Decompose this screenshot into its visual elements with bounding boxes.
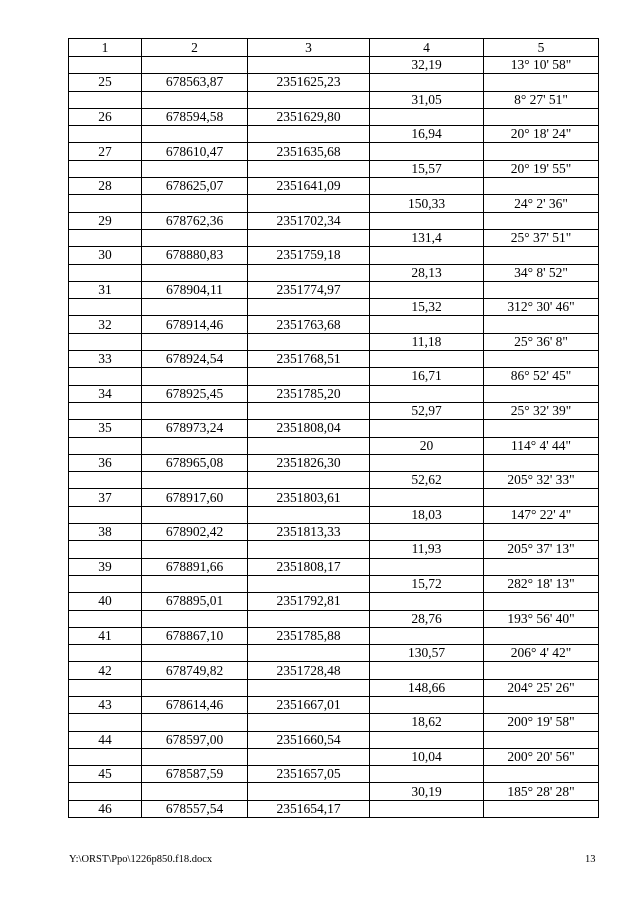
table-row	[69, 558, 599, 575]
table-cell: 204° 25' 26"	[484, 679, 599, 696]
table-cell	[248, 783, 370, 800]
table-cell: 34° 8' 52"	[484, 264, 599, 281]
table-cell	[248, 402, 370, 419]
table-row	[69, 541, 599, 558]
table-cell	[142, 229, 248, 246]
table-cell	[484, 524, 599, 541]
table-row	[69, 212, 599, 229]
table-row	[69, 126, 599, 143]
table-cell	[69, 714, 142, 731]
table-cell	[370, 178, 484, 195]
table-cell: 200° 20' 56"	[484, 748, 599, 765]
table-cell	[142, 126, 248, 143]
table-cell: 35	[69, 420, 142, 437]
table-cell	[69, 195, 142, 212]
table-cell: 2351785,88	[248, 627, 370, 644]
table-row	[69, 368, 599, 385]
table-row	[69, 748, 599, 765]
table-row	[69, 627, 599, 644]
table-cell	[484, 696, 599, 713]
table-cell: 2351641,09	[248, 178, 370, 195]
table-cell	[370, 108, 484, 125]
table-cell	[484, 766, 599, 783]
table-row	[69, 506, 599, 523]
table-cell	[370, 558, 484, 575]
table-cell	[370, 800, 484, 817]
table-cell	[484, 316, 599, 333]
table-cell	[484, 247, 599, 264]
table-cell: 16,94	[370, 126, 484, 143]
table-cell: 2351728,48	[248, 662, 370, 679]
table-cell: 15,57	[370, 160, 484, 177]
table-cell: 312° 30' 46"	[484, 299, 599, 316]
table-cell: 678904,11	[142, 281, 248, 298]
table-cell: 678867,10	[142, 627, 248, 644]
table-cell	[370, 696, 484, 713]
table-cell	[248, 610, 370, 627]
table-cell: 25	[69, 74, 142, 91]
table-cell: 25° 36' 8"	[484, 333, 599, 350]
table-row	[69, 575, 599, 592]
table-cell: 206° 4' 42"	[484, 645, 599, 662]
table-cell	[248, 541, 370, 558]
table-cell: 147° 22' 4"	[484, 506, 599, 523]
table-row	[69, 264, 599, 281]
table-cell	[370, 281, 484, 298]
table-cell: 2351625,23	[248, 74, 370, 91]
table-cell	[484, 351, 599, 368]
table-cell	[142, 299, 248, 316]
table-cell	[142, 506, 248, 523]
table-cell: 2351785,20	[248, 385, 370, 402]
table-row	[69, 645, 599, 662]
table-cell: 32	[69, 316, 142, 333]
table-cell	[142, 437, 248, 454]
table-cell: 130,57	[370, 645, 484, 662]
table-cell: 27	[69, 143, 142, 160]
table-cell	[248, 748, 370, 765]
table-cell	[69, 437, 142, 454]
table-cell: 678924,54	[142, 351, 248, 368]
table-cell	[484, 74, 599, 91]
table-cell	[248, 645, 370, 662]
table-cell	[484, 281, 599, 298]
table-cell	[370, 593, 484, 610]
table-cell: 25° 32' 39"	[484, 402, 599, 419]
table-cell: 10,04	[370, 748, 484, 765]
table-cell: 13° 10' 58"	[484, 57, 599, 74]
table-cell: 11,93	[370, 541, 484, 558]
table-cell	[484, 593, 599, 610]
table-cell: 46	[69, 800, 142, 817]
table-cell: 42	[69, 662, 142, 679]
column-header: 5	[484, 39, 599, 57]
table-cell: 26	[69, 108, 142, 125]
table-cell: 29	[69, 212, 142, 229]
table-row	[69, 593, 599, 610]
table-cell	[370, 143, 484, 160]
table-row	[69, 420, 599, 437]
table-cell	[69, 679, 142, 696]
table-cell: 2351660,54	[248, 731, 370, 748]
table-cell: 18,03	[370, 506, 484, 523]
table-row	[69, 195, 599, 212]
table-row	[69, 385, 599, 402]
table-cell: 678902,42	[142, 524, 248, 541]
table-row	[69, 489, 599, 506]
table-cell	[69, 160, 142, 177]
table-row	[69, 696, 599, 713]
table-cell: 28,13	[370, 264, 484, 281]
table-cell	[248, 91, 370, 108]
table-cell: 2351667,01	[248, 696, 370, 713]
table-cell: 30,19	[370, 783, 484, 800]
table-cell	[142, 714, 248, 731]
table-row	[69, 524, 599, 541]
table-cell	[142, 575, 248, 592]
table-cell: 678597,00	[142, 731, 248, 748]
table-cell: 205° 37' 13"	[484, 541, 599, 558]
table-cell	[484, 143, 599, 160]
table-cell: 193° 56' 40"	[484, 610, 599, 627]
table-cell	[248, 333, 370, 350]
table-cell	[69, 368, 142, 385]
table-cell: 678891,66	[142, 558, 248, 575]
table-cell: 2351763,68	[248, 316, 370, 333]
table-cell	[484, 731, 599, 748]
page-number: 13	[585, 854, 596, 865]
table-cell	[142, 472, 248, 489]
table-cell	[484, 385, 599, 402]
table-cell	[484, 178, 599, 195]
table-cell: 44	[69, 731, 142, 748]
table-cell: 2351702,34	[248, 212, 370, 229]
table-cell: 131,4	[370, 229, 484, 246]
table-row	[69, 783, 599, 800]
table-cell	[248, 506, 370, 523]
table-cell	[142, 645, 248, 662]
table-cell: 678917,60	[142, 489, 248, 506]
table-cell	[248, 472, 370, 489]
table-cell	[69, 472, 142, 489]
table-cell: 32,19	[370, 57, 484, 74]
table-cell: 36	[69, 454, 142, 471]
table-cell: 37	[69, 489, 142, 506]
table-cell: 31,05	[370, 91, 484, 108]
table-cell: 282° 18' 13"	[484, 575, 599, 592]
table-cell: 31	[69, 281, 142, 298]
table-cell	[69, 57, 142, 74]
table-cell	[484, 800, 599, 817]
table-cell	[142, 160, 248, 177]
table-cell: 678625,07	[142, 178, 248, 195]
table-cell	[370, 489, 484, 506]
table-cell: 28,76	[370, 610, 484, 627]
table-cell	[69, 506, 142, 523]
table-cell: 2351792,81	[248, 593, 370, 610]
table-cell: 45	[69, 766, 142, 783]
table-row	[69, 316, 599, 333]
table-cell: 678965,08	[142, 454, 248, 471]
table-row	[69, 437, 599, 454]
table-cell	[142, 748, 248, 765]
column-header: 2	[142, 39, 248, 57]
table-cell: 38	[69, 524, 142, 541]
table-header-row	[69, 39, 599, 57]
table-cell	[69, 126, 142, 143]
table-cell	[484, 662, 599, 679]
table-row	[69, 247, 599, 264]
table-cell	[248, 195, 370, 212]
table-cell: 2351635,68	[248, 143, 370, 160]
table-cell	[484, 454, 599, 471]
table-cell: 43	[69, 696, 142, 713]
table-cell: 40	[69, 593, 142, 610]
table-cell	[142, 264, 248, 281]
table-cell: 205° 32' 33"	[484, 472, 599, 489]
table-cell	[248, 299, 370, 316]
table-cell: 41	[69, 627, 142, 644]
table-row	[69, 731, 599, 748]
table-cell	[370, 454, 484, 471]
table-cell: 114° 4' 44"	[484, 437, 599, 454]
table-row	[69, 610, 599, 627]
table-cell: 2351759,18	[248, 247, 370, 264]
table-cell	[248, 264, 370, 281]
table-cell: 678614,46	[142, 696, 248, 713]
table-cell: 678563,87	[142, 74, 248, 91]
table-cell	[69, 333, 142, 350]
table-row	[69, 679, 599, 696]
table-cell	[484, 108, 599, 125]
table-cell: 2351654,17	[248, 800, 370, 817]
table-cell: 678880,83	[142, 247, 248, 264]
table-row	[69, 160, 599, 177]
column-header: 4	[370, 39, 484, 57]
coordinates-table	[68, 38, 599, 818]
table-cell	[69, 610, 142, 627]
table-cell	[69, 748, 142, 765]
table-row	[69, 333, 599, 350]
table-cell	[69, 783, 142, 800]
table-cell: 150,33	[370, 195, 484, 212]
table-cell: 20	[370, 437, 484, 454]
table-cell: 24° 2' 36"	[484, 195, 599, 212]
table-cell	[484, 212, 599, 229]
column-header: 1	[69, 39, 142, 57]
table-cell	[370, 74, 484, 91]
table-cell: 34	[69, 385, 142, 402]
table-cell	[142, 610, 248, 627]
table-cell	[142, 57, 248, 74]
table-cell	[248, 368, 370, 385]
table-cell	[248, 160, 370, 177]
table-cell: 2351657,05	[248, 766, 370, 783]
table-cell: 33	[69, 351, 142, 368]
table-cell	[370, 212, 484, 229]
table-cell: 20° 19' 55"	[484, 160, 599, 177]
table-row	[69, 57, 599, 74]
table-row	[69, 143, 599, 160]
table-cell: 678594,58	[142, 108, 248, 125]
table-cell	[69, 575, 142, 592]
table-cell: 16,71	[370, 368, 484, 385]
table-row	[69, 472, 599, 489]
table-cell: 2351768,51	[248, 351, 370, 368]
table-cell	[142, 541, 248, 558]
footer-file-path: Y:\ORST\Ppo\1226p850.f18.docx	[69, 854, 213, 865]
table-row	[69, 351, 599, 368]
table-cell: 11,18	[370, 333, 484, 350]
table-cell	[142, 368, 248, 385]
table-cell	[248, 437, 370, 454]
table-cell	[142, 679, 248, 696]
table-cell: 86° 52' 45"	[484, 368, 599, 385]
table-cell: 39	[69, 558, 142, 575]
table-cell	[248, 575, 370, 592]
table-cell: 678749,82	[142, 662, 248, 679]
table-cell: 200° 19' 58"	[484, 714, 599, 731]
table-row	[69, 402, 599, 419]
table-cell	[370, 731, 484, 748]
table-row	[69, 454, 599, 471]
table-cell	[248, 229, 370, 246]
table-cell	[248, 679, 370, 696]
table-cell: 2351803,61	[248, 489, 370, 506]
table-cell: 15,32	[370, 299, 484, 316]
table-cell: 25° 37' 51"	[484, 229, 599, 246]
table-cell	[370, 351, 484, 368]
table-cell: 2351826,30	[248, 454, 370, 471]
table-cell	[142, 195, 248, 212]
table-cell	[69, 264, 142, 281]
table-cell	[69, 541, 142, 558]
table-cell	[69, 91, 142, 108]
table-cell	[370, 247, 484, 264]
table-row	[69, 800, 599, 817]
table-row	[69, 662, 599, 679]
table-row	[69, 229, 599, 246]
table-row	[69, 766, 599, 783]
table-cell	[370, 627, 484, 644]
table-cell: 2351774,97	[248, 281, 370, 298]
table-cell: 2351808,04	[248, 420, 370, 437]
table-cell: 15,72	[370, 575, 484, 592]
table-cell: 2351813,33	[248, 524, 370, 541]
table-cell	[248, 57, 370, 74]
table-cell: 185° 28' 28"	[484, 783, 599, 800]
table-cell: 18,62	[370, 714, 484, 731]
table-cell: 2351629,80	[248, 108, 370, 125]
table-row	[69, 108, 599, 125]
table-cell	[370, 385, 484, 402]
table-row	[69, 281, 599, 298]
table-cell: 678762,36	[142, 212, 248, 229]
table-cell: 678610,47	[142, 143, 248, 160]
table-cell	[69, 402, 142, 419]
table-cell	[142, 91, 248, 108]
table-cell	[370, 420, 484, 437]
table-cell	[484, 489, 599, 506]
table-cell	[370, 316, 484, 333]
table-cell: 148,66	[370, 679, 484, 696]
table-cell	[69, 645, 142, 662]
table-row	[69, 714, 599, 731]
table-cell	[370, 524, 484, 541]
table-cell: 678925,45	[142, 385, 248, 402]
table-cell	[484, 627, 599, 644]
table-row	[69, 178, 599, 195]
table-row	[69, 299, 599, 316]
table-cell: 30	[69, 247, 142, 264]
table-cell	[142, 783, 248, 800]
table-cell: 52,97	[370, 402, 484, 419]
table-cell	[142, 333, 248, 350]
table-cell: 678557,54	[142, 800, 248, 817]
table-cell: 8° 27' 51"	[484, 91, 599, 108]
table-cell	[248, 126, 370, 143]
table-cell: 678973,24	[142, 420, 248, 437]
table-cell	[484, 420, 599, 437]
table-cell: 20° 18' 24"	[484, 126, 599, 143]
table-cell	[69, 299, 142, 316]
table-cell	[248, 714, 370, 731]
table-cell: 28	[69, 178, 142, 195]
table-cell	[370, 766, 484, 783]
table-cell: 678587,59	[142, 766, 248, 783]
table-cell: 678914,46	[142, 316, 248, 333]
table-cell	[370, 662, 484, 679]
table-row	[69, 74, 599, 91]
table-cell: 52,62	[370, 472, 484, 489]
table-cell: 2351808,17	[248, 558, 370, 575]
column-header: 3	[248, 39, 370, 57]
table-cell: 678895,01	[142, 593, 248, 610]
table-body	[69, 57, 599, 818]
table-cell	[69, 229, 142, 246]
table-cell	[484, 558, 599, 575]
table-row	[69, 91, 599, 108]
table-cell	[142, 402, 248, 419]
